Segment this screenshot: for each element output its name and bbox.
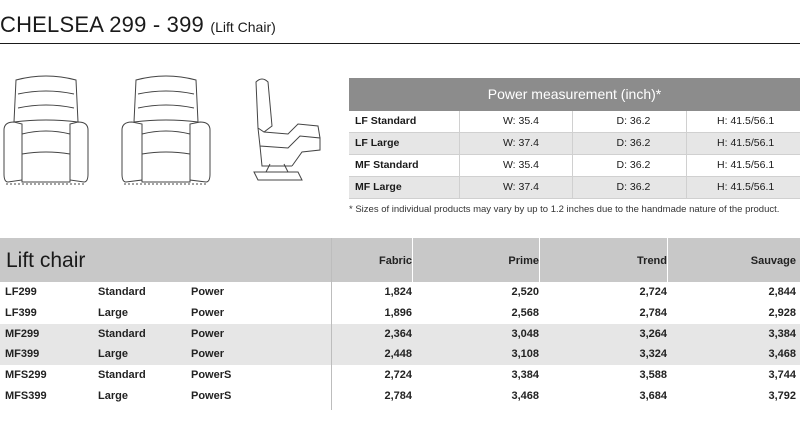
measurement-table [349, 78, 800, 199]
price-fabric: 2,784 [331, 386, 412, 407]
measurement-table-title: Power measurement (inch)* [349, 78, 800, 111]
size-footnote: * Sizes of individual products may vary by up to 1.2 inches due to the handmade nature of the product. [349, 204, 780, 215]
table-row [0, 282, 800, 303]
model-size: Large [98, 389, 128, 402]
product-title: CHELSEA 299 - 399 [0, 12, 204, 37]
price-table-title: Lift chair [6, 249, 86, 272]
price-trend: 3,588 [639, 369, 667, 382]
model-size: Large [98, 306, 128, 319]
price-prime: 3,468 [511, 389, 539, 402]
measurement-depth: D: 36.2 [572, 155, 686, 176]
table-row [0, 324, 800, 345]
price-fabric: 1,896 [331, 303, 412, 324]
price-sauvage: 2,928 [768, 306, 796, 319]
price-trend: 2,724 [639, 286, 667, 298]
price-prime: 3,384 [511, 369, 539, 382]
price-fabric: 1,824 [331, 282, 412, 303]
price-trend: 3,684 [639, 389, 667, 402]
model-mechanism: Power [191, 327, 225, 340]
table-row [349, 155, 800, 177]
price-fabric: 2,448 [331, 344, 412, 365]
measurement-label: LF Large [355, 137, 400, 149]
model-mechanism: Power [191, 348, 225, 361]
measurement-width: W: 37.4 [459, 177, 573, 198]
table-row [349, 177, 800, 199]
table-row [349, 111, 800, 133]
measurement-width: W: 35.4 [459, 111, 573, 132]
measurement-label: LF Standard [355, 115, 417, 127]
model-mechanism: PowerS [191, 389, 232, 402]
price-trend: 3,324 [639, 348, 667, 361]
measurement-depth: D: 36.2 [572, 177, 686, 198]
product-subtitle: (Lift Chair) [210, 19, 276, 35]
measurement-height: H: 41.5/56.1 [686, 155, 800, 176]
price-trend: 3,264 [639, 327, 667, 340]
price-sauvage: 3,792 [768, 389, 796, 402]
price-sauvage: 3,384 [768, 327, 796, 340]
price-prime: 3,108 [511, 348, 539, 361]
measurement-height: H: 41.5/56.1 [686, 111, 800, 132]
table-row [0, 303, 800, 324]
measurement-height: H: 41.5/56.1 [686, 177, 800, 198]
table-row [0, 344, 800, 365]
model-mechanism: Power [191, 286, 225, 298]
measurement-depth: D: 36.2 [572, 133, 686, 154]
chair-side-lift-icon [248, 76, 324, 188]
measurement-width: W: 35.4 [459, 155, 573, 176]
model-code: MF399 [5, 348, 40, 361]
column-header-prime: Prime [412, 238, 539, 282]
table-row [0, 365, 800, 386]
model-code: MFS399 [5, 389, 47, 402]
price-sauvage: 3,468 [768, 348, 796, 361]
price-table-header [0, 238, 800, 282]
page-title [0, 12, 276, 42]
model-size: Standard [98, 286, 146, 298]
column-header-trend: Trend [539, 238, 667, 282]
measurement-depth: D: 36.2 [572, 111, 686, 132]
price-prime: 2,520 [511, 286, 539, 298]
price-prime: 3,048 [511, 327, 539, 340]
chair-front-lf-icon [0, 74, 92, 192]
model-code: LF399 [5, 306, 37, 319]
column-header-sauvage: Sauvage [667, 238, 800, 282]
price-prime: 2,568 [511, 306, 539, 319]
model-mechanism: Power [191, 306, 225, 319]
price-trend: 2,784 [639, 306, 667, 319]
measurement-label: MF Large [355, 181, 402, 193]
measurement-label: MF Standard [355, 159, 419, 171]
model-size: Large [98, 348, 128, 361]
model-code: LF299 [5, 286, 37, 298]
price-sauvage: 3,744 [768, 369, 796, 382]
price-table [0, 238, 800, 407]
model-mechanism: PowerS [191, 369, 232, 382]
model-size: Standard [98, 327, 146, 340]
measurement-width: W: 37.4 [459, 133, 573, 154]
measurement-height: H: 41.5/56.1 [686, 133, 800, 154]
table-row [0, 386, 800, 407]
title-divider [0, 43, 800, 44]
price-fabric: 2,364 [331, 324, 412, 345]
price-sauvage: 2,844 [768, 286, 796, 298]
price-fabric: 2,724 [331, 365, 412, 386]
column-header-fabric: Fabric [331, 238, 412, 282]
table-row [349, 133, 800, 155]
column-divider [331, 238, 332, 410]
chair-front-mf-icon [118, 74, 214, 192]
model-code: MF299 [5, 327, 40, 340]
model-size: Standard [98, 369, 146, 382]
model-code: MFS299 [5, 369, 47, 382]
